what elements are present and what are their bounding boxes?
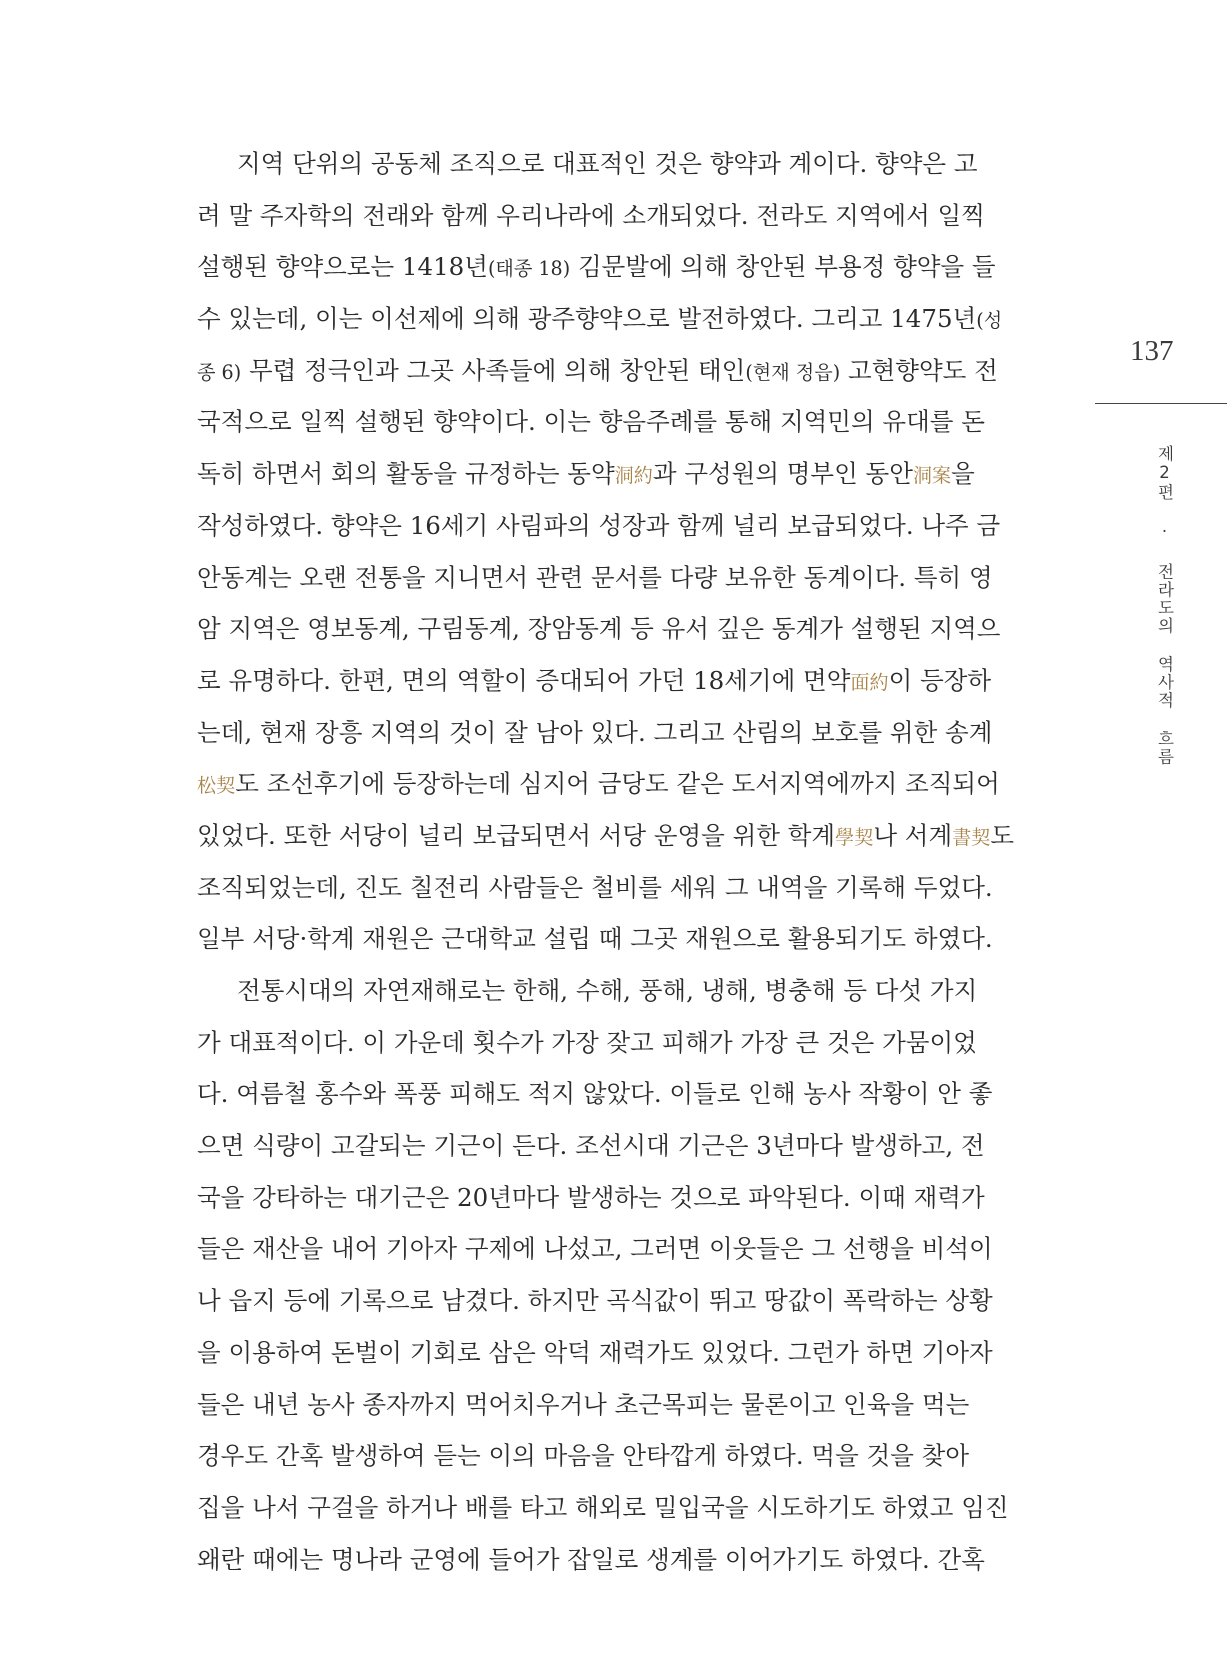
text-line bbox=[197, 758, 1000, 810]
text-run: 일부 서당·학계 재원은 근대학교 설립 때 그곳 재원으로 활용되기도 하였다. bbox=[197, 924, 993, 954]
inline-note: (태종 18) bbox=[487, 257, 571, 281]
text-run: 들은 재산을 내어 기아자 구제에 나섰고, 그러면 이웃들은 그 선행을 비석이 bbox=[197, 1234, 993, 1264]
hanja-gloss: 面約 bbox=[850, 670, 889, 694]
text-run: 들은 내년 농사 종자까지 먹어치우거나 초근목피는 물론이고 인육을 먹는 bbox=[197, 1389, 970, 1419]
hanja-gloss: 松契 bbox=[197, 774, 236, 798]
text-run: 는데, 현재 장흥 지역의 것이 잘 남아 있다. 그리고 산림의 보호를 위한 송계 bbox=[197, 717, 993, 747]
text-run: 경우도 간혹 발생하여 듣는 이의 마음을 안타깝게 하였다. 먹을 것을 찾아 bbox=[197, 1441, 970, 1471]
hanja-gloss: 書契 bbox=[952, 825, 991, 849]
text-run: 안동계는 오랜 전통을 지니면서 관련 문서를 다량 보유한 동계이다. 특히 영 bbox=[197, 562, 993, 592]
text-line bbox=[197, 241, 996, 293]
text-line bbox=[197, 190, 985, 242]
text-line bbox=[197, 138, 978, 190]
text-run: 나 서계 bbox=[873, 820, 953, 850]
text-run: 무렵 정극인과 그곳 사족들에 의해 창안된 태인 bbox=[241, 355, 746, 385]
text-run: 을 bbox=[951, 459, 975, 489]
text-line bbox=[197, 965, 978, 1017]
text-run: 고현향약도 전 bbox=[840, 355, 998, 385]
text-line bbox=[197, 1223, 993, 1275]
text-line bbox=[197, 1017, 977, 1069]
text-line bbox=[197, 913, 993, 965]
text-line bbox=[197, 448, 975, 500]
text-run: 도 bbox=[990, 820, 1015, 850]
text-run: 으면 식량이 고갈되는 기근이 든다. 조선시대 기근은 3년마다 발생하고, 전 bbox=[197, 1131, 985, 1161]
text-run: 독히 하면서 회의 활동을 규정하는 동약 bbox=[197, 459, 615, 489]
text-line bbox=[197, 603, 1001, 655]
text-run: 왜란 때에는 명나라 군영에 들어가 잡일로 생계를 이어가기도 하였다. 간혹 bbox=[197, 1544, 985, 1574]
inline-note: (현재 정읍) bbox=[745, 360, 841, 384]
text-run: 로 유명하다. 한편, 면의 역할이 증대되어 가던 18세기에 면약 bbox=[197, 665, 851, 695]
text-run: 과 구성원의 명부인 동안 bbox=[652, 459, 913, 489]
chapter-label: 제2편 · 전라도의 역사적 흐름 bbox=[1155, 445, 1174, 766]
text-run: 집을 나서 구걸을 하거나 배를 타고 해외로 밀입국을 시도하기도 하였고 임진 bbox=[197, 1492, 1009, 1522]
text-line bbox=[197, 1068, 993, 1120]
text-run: 있었다. 또한 서당이 널리 보급되면서 서당 운영을 위한 학계 bbox=[197, 820, 836, 850]
text-line bbox=[197, 1534, 985, 1586]
text-line bbox=[197, 396, 985, 448]
text-run: 김문발에 의해 창안된 부용정 향약을 들 bbox=[570, 252, 996, 282]
text-line bbox=[197, 810, 1015, 862]
page-number: 137 bbox=[1130, 335, 1174, 367]
text-line bbox=[197, 1275, 993, 1327]
text-line bbox=[197, 1172, 985, 1224]
text-run: 국을 강타하는 대기근은 20년마다 발생하는 것으로 파악된다. 이때 재력가 bbox=[197, 1182, 985, 1212]
text-run: 려 말 주자학의 전래와 함께 우리나라에 소개되었다. 전라도 지역에서 일찍 bbox=[197, 200, 985, 230]
text-line bbox=[197, 1482, 1009, 1534]
inline-note: (성 bbox=[976, 309, 1003, 333]
text-line bbox=[197, 707, 993, 759]
text-line bbox=[197, 1430, 970, 1482]
text-run: 국적으로 일찍 설행된 향약이다. 이는 향음주례를 통해 지역민의 유대를 돈 bbox=[197, 407, 985, 437]
text-line bbox=[197, 862, 993, 914]
text-run: 작성하였다. 향약은 16세기 사림파의 성장과 함께 널리 보급되었다. 나주 금 bbox=[197, 510, 1001, 540]
hanja-gloss: 學契 bbox=[835, 825, 874, 849]
text-run: 조직되었는데, 진도 칠전리 사람들은 철비를 세워 그 내역을 기록해 두었다. bbox=[197, 872, 993, 902]
body-text bbox=[197, 138, 1015, 1585]
text-run: 전통시대의 자연재해로는 한해, 수해, 풍해, 냉해, 병충해 등 다섯 가지 bbox=[237, 976, 978, 1005]
text-line bbox=[197, 1379, 970, 1431]
hanja-gloss: 洞案 bbox=[912, 464, 952, 488]
text-line bbox=[197, 345, 998, 397]
text-line bbox=[197, 1120, 985, 1172]
text-run: 이 등장하 bbox=[888, 665, 992, 695]
text-run: 설행된 향약으로는 1418년 bbox=[197, 252, 488, 282]
text-run: 도 조선후기에 등장하는데 심지어 금당도 같은 도서지역에까지 조직되어 bbox=[235, 769, 1000, 799]
text-run: 가 대표적이다. 이 가운데 횟수가 가장 잦고 피해가 가장 큰 것은 가뭄이었 bbox=[197, 1027, 977, 1057]
text-line bbox=[197, 1327, 993, 1379]
text-run: 암 지역은 영보동계, 구림동계, 장암동계 등 유서 깊은 동계가 설행된 지역으 bbox=[197, 614, 1001, 644]
text-run: 나 읍지 등에 기록으로 남겼다. 하지만 곡식값이 뛰고 땅값이 폭락하는 상황 bbox=[197, 1286, 993, 1316]
text-line bbox=[197, 500, 1001, 552]
text-line bbox=[197, 293, 1003, 345]
hanja-gloss: 洞約 bbox=[614, 464, 653, 488]
inline-note: 종 6) bbox=[197, 360, 242, 384]
text-run: 지역 단위의 공동체 조직으로 대표적인 것은 향약과 계이다. 향약은 고 bbox=[237, 149, 978, 178]
text-run: 수 있는데, 이는 이선제에 의해 광주향약으로 발전하였다. 그리고 1475년 bbox=[197, 304, 977, 334]
text-run: 다. 여름철 홍수와 폭풍 피해도 적지 않았다. 이들로 인해 농사 작황이 안 좋 bbox=[197, 1079, 993, 1109]
header-rule bbox=[1095, 403, 1227, 404]
text-line bbox=[197, 552, 993, 604]
text-run: 을 이용하여 돈벌이 기회로 삼은 악덕 재력가도 있었다. 그런가 하면 기아자 bbox=[197, 1337, 993, 1367]
text-line bbox=[197, 655, 992, 707]
